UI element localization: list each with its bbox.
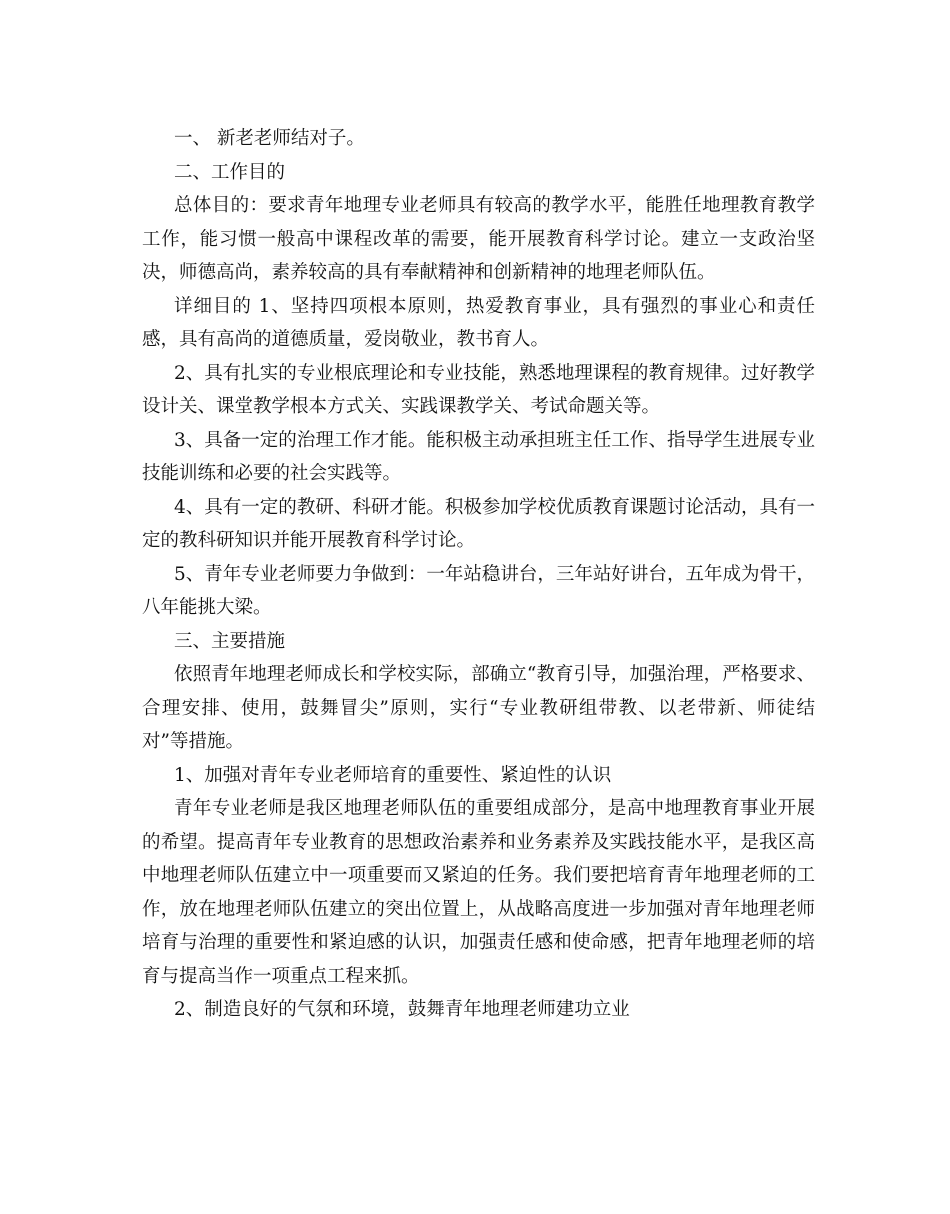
paragraph-detail-goal-3: 3、具备一定的治理工作才能。能积极主动承担班主任工作、指导学生进展专业技能训练和必要的社会实践等。 <box>142 429 815 484</box>
paragraph-measure-1-body: 青年专业老师是我区地理老师队伍的重要组成部分，是高中地理教育事业开展的希望。提高青年专业教育的思想政治素养和业务素养及实践技能水平，是我区高中地理老师队伍建立中一项重要而又紧迫的任务。我们要把培育青年地理老师的工作，放在地理老师队伍建立的突出位置上，从战略高度进一步加强对青年地理老师培育与治理的重要性和紧迫感的认识，加强责任感和使命感，把青年地理老师的培育与提高当作一项重点工程来抓。 <box>142 798 815 987</box>
subheading-measure-2: 2、制造良好的气氛和环境，鼓舞青年地理老师建功立业 <box>174 999 630 1020</box>
paragraph-detail-goal-1: 详细目的 1、坚持四项根本原则，热爱教育事业，具有强烈的事业心和责任感，具有高尚的道德质量，爱岗敬业，教书育人。 <box>142 295 815 350</box>
paragraph-overall-goal: 总体目的：要求青年地理专业老师具有较高的教学水平，能胜任地理教育教学工作，能习惯一般高中课程改革的需要，能开展教育科学讨论。建立一支政治坚决，师德高尚，素养较高的具有奉献精神和创新精神的地理老师队伍。 <box>142 195 815 283</box>
subheading-measure-1: 1、加强对青年专业老师培育的重要性、紧迫性的认识 <box>174 764 612 786</box>
heading-main-measures: 三、主要措施 <box>174 630 286 652</box>
heading-work-goals: 二、工作目的 <box>174 161 286 183</box>
paragraph-measures-principle: 依照青年地理老师成长和学校实际，部确立“教育引导，加强治理，严格要求、合理安排、使用，鼓舞冒尖”原则，实行“专业教研组带教、以老带新、师徒结对”等措施。 <box>142 664 815 752</box>
paragraph-pairing: 一、 新老老师结对子。 <box>174 128 365 149</box>
paragraph-detail-goal-5: 5、青年专业老师要力争做到：一年站稳讲台，三年站好讲台，五年成为骨干，八年能挑大梁。 <box>142 563 815 618</box>
paragraph-detail-goal-4: 4、具有一定的教研、科研才能。积极参加学校优质教育课题讨论活动，具有一定的教科研知识并能开展教育科学讨论。 <box>142 496 815 551</box>
paragraph-detail-goal-2: 2、具有扎实的专业根底理论和专业技能，熟悉地理课程的教育规律。过好教学设计关、课堂教学根本方式关、实践课教学关、考试命题关等。 <box>142 362 815 417</box>
